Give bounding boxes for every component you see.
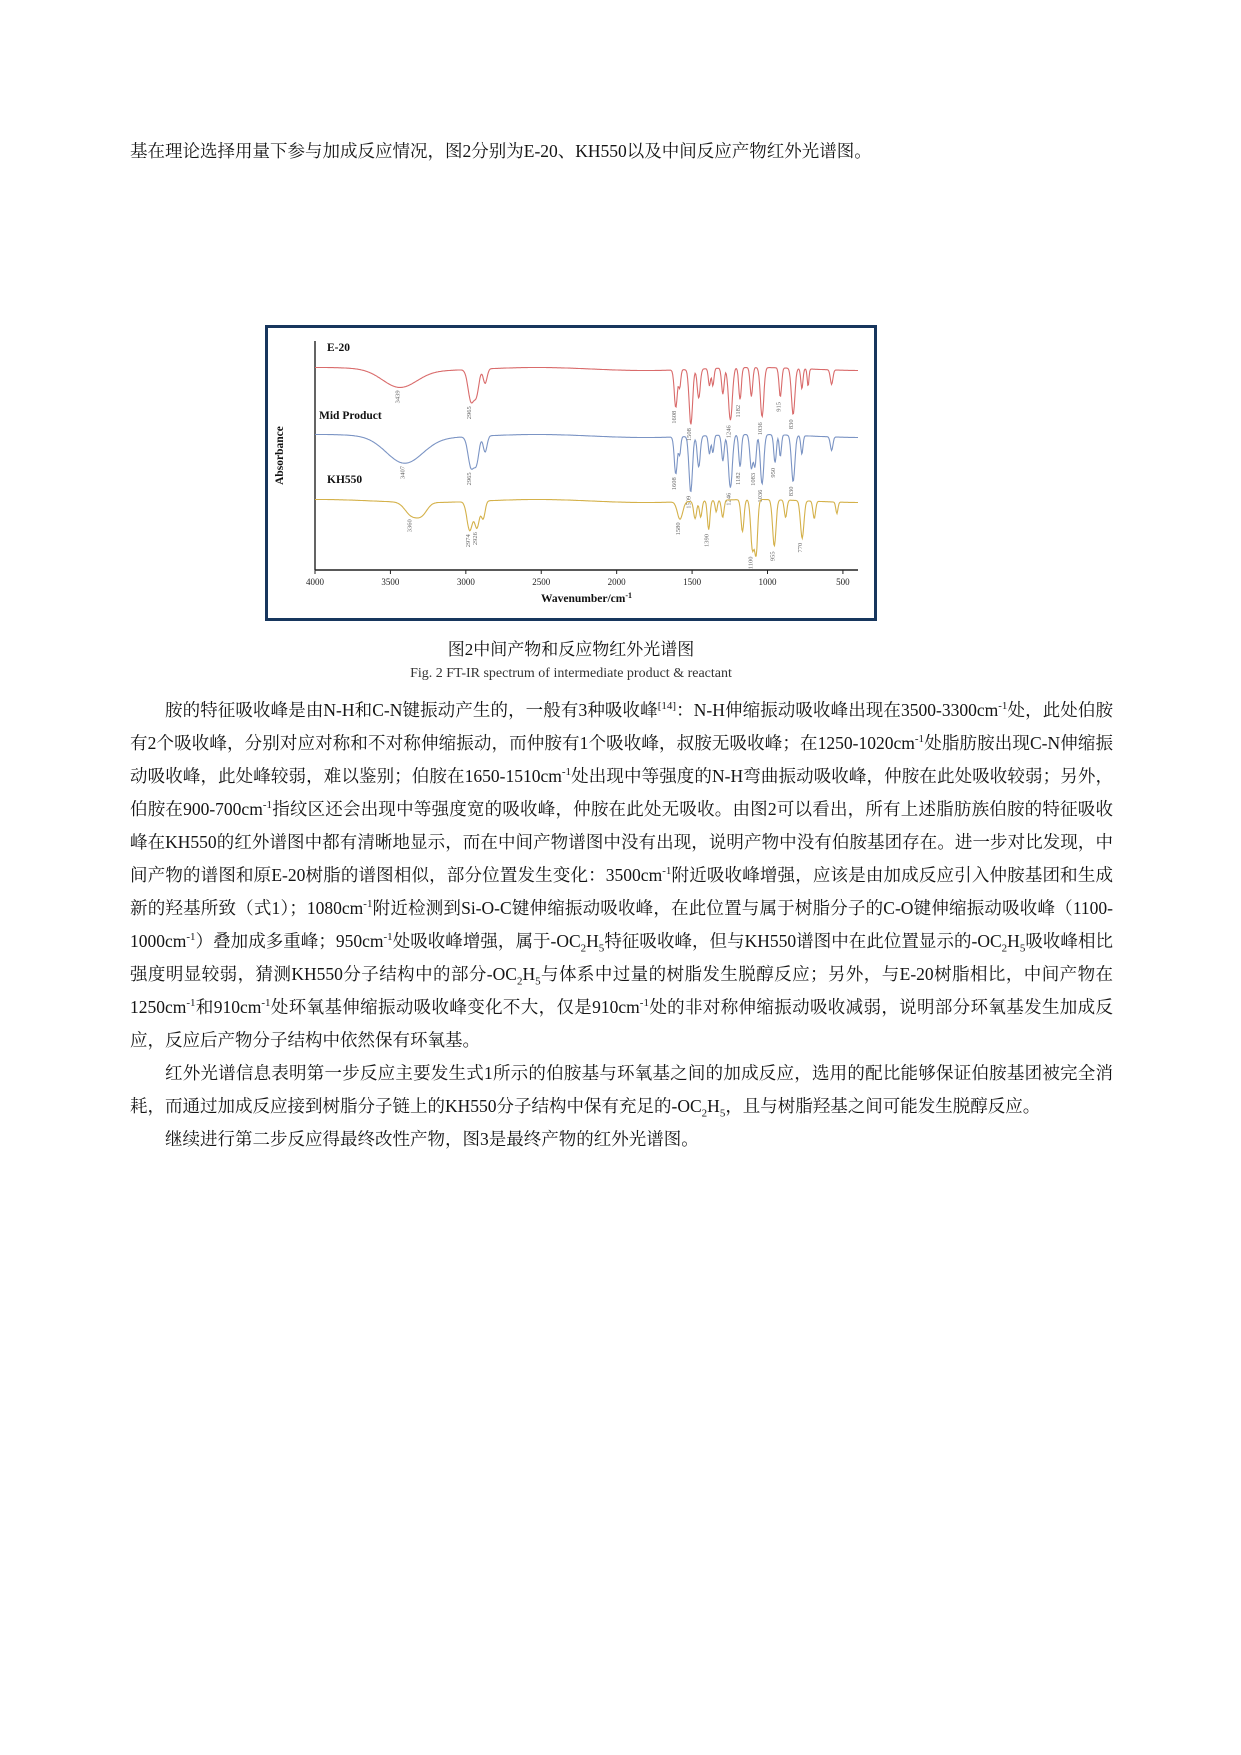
svg-text:3500: 3500 — [380, 577, 399, 587]
body-paragraph-2: 红外光谱信息表明第一步反应主要发生式1所示的伯胺基与环氧基之间的加成反应，选用的配比能够保证伯胺基团被完全消耗，而通过加成反应接到树脂分子链上的KH550分子结构中保有充足的$-OC_2H_5$，且与树脂羟基之间可能发生脱醇反应。 — [130, 1063, 1113, 1120]
ftir-chart — [269, 333, 874, 616]
svg-text:2926: 2926 — [471, 532, 479, 546]
svg-text:1246: 1246 — [724, 425, 732, 439]
svg-text:3000: 3000 — [456, 577, 475, 587]
svg-text:1083: 1083 — [749, 472, 757, 486]
svg-text:1509: 1509 — [685, 495, 693, 509]
svg-text:1608: 1608 — [670, 477, 678, 491]
svg-text:2000: 2000 — [607, 577, 626, 587]
svg-text:830: 830 — [787, 486, 795, 497]
continuation-paragraph: 基在理论选择用量下参与加成反应情况，图2分别为E-20、KH550以及中间反应产物红外光谱图。 — [130, 141, 872, 161]
svg-text:950: 950 — [769, 467, 777, 478]
svg-text:1182: 1182 — [734, 472, 742, 486]
svg-text:2965: 2965 — [465, 406, 473, 420]
svg-text:770: 770 — [796, 542, 804, 553]
svg-text:830: 830 — [787, 419, 795, 430]
page-content — [130, 135, 1113, 1156]
svg-text:4000: 4000 — [305, 577, 324, 587]
svg-text:2974: 2974 — [464, 534, 472, 548]
svg-text:3439: 3439 — [394, 390, 402, 404]
svg-text:1500: 1500 — [682, 577, 701, 587]
svg-text:1100: 1100 — [746, 556, 754, 570]
svg-text:1036: 1036 — [756, 489, 764, 503]
svg-text:Mid Product: Mid Product — [318, 410, 382, 422]
svg-text:1390: 1390 — [703, 534, 711, 547]
figure-caption-en: Fig. 2 FT-IR spectrum of intermediate product & reactant — [410, 666, 732, 681]
body-paragraph-3: 继续进行第二步反应得最终改性产物，图3是最终产物的红外光谱图。 — [165, 1129, 699, 1149]
figure-2-box — [265, 325, 877, 621]
svg-text:915: 915 — [774, 401, 782, 412]
svg-text:Absorbance: Absorbance — [273, 426, 286, 485]
svg-text:1508: 1508 — [685, 428, 693, 442]
svg-text:E-20: E-20 — [326, 342, 350, 354]
svg-text:500: 500 — [835, 577, 850, 587]
svg-text:1036: 1036 — [756, 422, 764, 436]
svg-text:1182: 1182 — [734, 404, 742, 418]
body-paragraph-1: 胺的特征吸收峰是由N-H和C-N键振动产生的，一般有3种吸收峰[14]：N-H伸缩振动吸收峰出现在$3500-3300cm^{-1}$处，此处伯胺有2个吸收峰，分别对应对称和不对称伸缩振动，而仲胺有1个吸收峰，叔胺无吸收峰；在$1250-1020cm^{-1}$处脂肪胺出现C-N伸缩振动吸收峰，此处峰较弱，难以鉴别；伯胺在$1650-1510cm^{-1}$处出现中等强度的N-H弯曲振动吸收峰，仲胺在此处吸收较弱；另外，伯胺在$900-700cm^{-1}$指纹区还会出现中等强度宽的吸收峰，仲胺在此处无吸收。由图2可以看出，所有上述脂肪族伯胺的特征吸收峰在KH550的红外谱图中都有清晰地显示，而在中间产物谱图中没有出现，说明产物中没有伯胺基团存在。进一步对比发现，中间产物的谱图和原E-20树脂的谱图相似，部分位置发生变化：$3500cm^{-1}$附近吸收峰增强，应该是由加成反应引入仲胺基团和生成新的羟基所致（式1）；$1080cm^{-1}$附近检测到Si-O-C键伸缩振动吸收峰，在此位置与属于树脂分子的C-O键伸缩振动吸收峰$(1100-1000cm^{-1})$叠加成多重峰；$950cm^{-1}$处吸收峰增强，属于$-OC_2H_5$特征吸收峰，但与KH550谱图中在此位置显示的$-OC_2H_5$吸收峰相比强度明显较弱，猜测KH550分子结构中的部分$-OC_2H_5$与体系中过量的树脂发生脱醇反应；另外，与E-20树脂相比，中间产物在$1250cm^{-1}$和$910cm^{-1}$处环氧基伸缩振动吸收峰变化不大，仅是$910cm^{-1}$处的非对称伸缩振动吸收减弱，说明部分环氧基发生加成反应，反应后产物分子结构中依然保有环氧基。 — [130, 700, 1114, 1050]
figure-caption-zh: 图2中间产物和反应物红外光谱图 — [447, 640, 695, 659]
svg-text:1608: 1608 — [670, 410, 678, 424]
svg-text:3360: 3360 — [406, 519, 414, 533]
svg-text:3407: 3407 — [398, 466, 406, 480]
svg-text:2965: 2965 — [465, 472, 473, 486]
svg-text:1580: 1580 — [674, 522, 682, 536]
svg-text:KH550: KH550 — [326, 474, 362, 486]
svg-text:1000: 1000 — [758, 577, 776, 587]
svg-text:2500: 2500 — [531, 577, 550, 587]
svg-text:955: 955 — [768, 551, 776, 562]
svg-text:1246: 1246 — [724, 492, 732, 506]
svg-text:Wavenumber/cm-1: Wavenumber/$cm^{-1}$ — [540, 591, 632, 605]
